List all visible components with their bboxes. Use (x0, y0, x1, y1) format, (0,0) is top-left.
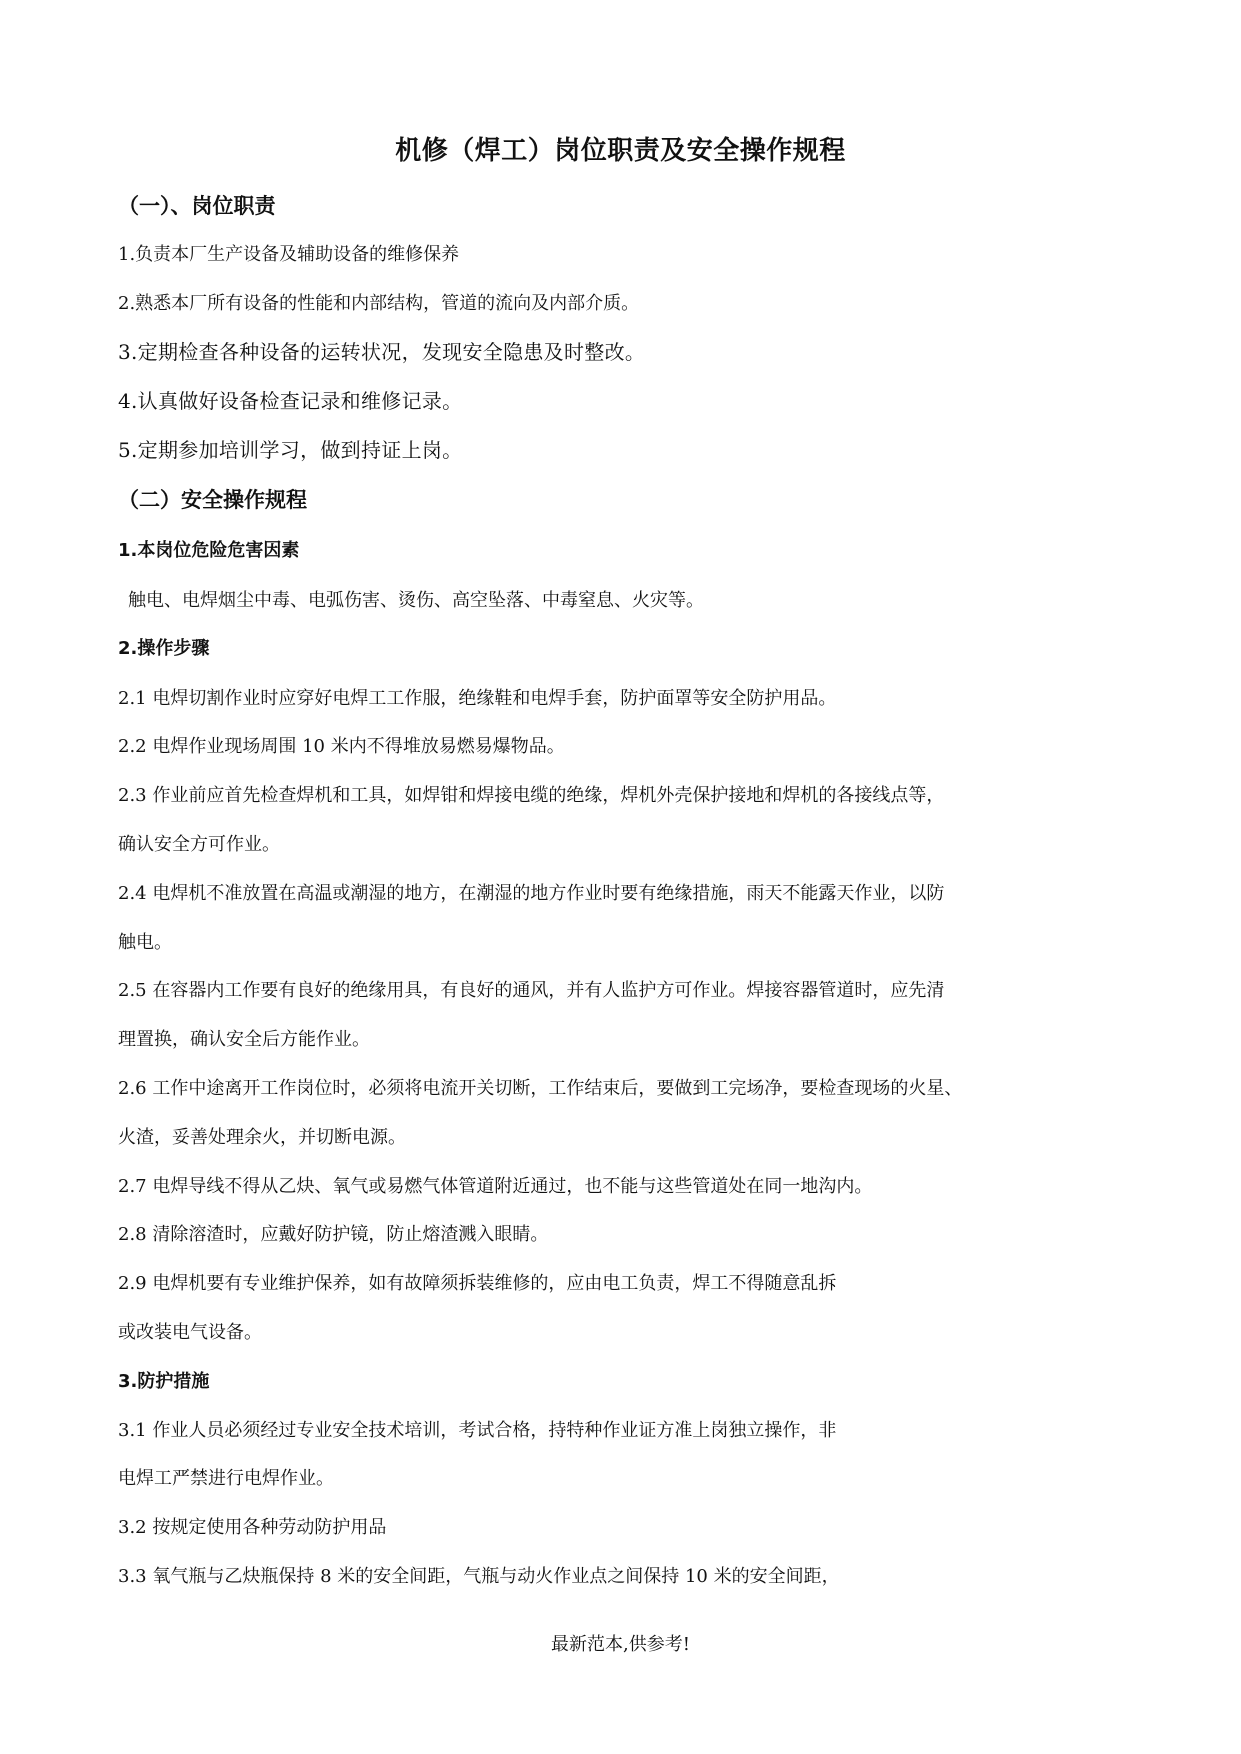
duty-item-5: 5.定期参加培训学习，做到持证上岗。 (118, 438, 463, 462)
protection-line: 3.3 氧气瓶与乙炔瓶保持 8 米的安全间距，气瓶与动火作业点之间保持 10 米的安全间距， (118, 1566, 840, 1587)
duty-item-1: 1.负责本厂生产设备及辅助设备的维修保养 (118, 244, 460, 265)
step-line: 确认安全方可作业。 (118, 834, 280, 855)
steps-heading: 2.操作步骤 (118, 638, 210, 659)
section1-heading: （一）、岗位职责 (118, 194, 276, 218)
protection-line: 电焊工严禁进行电焊作业。 (118, 1468, 334, 1489)
step-line: 或改装电气设备。 (118, 1322, 262, 1343)
step-line: 2.1 电焊切割作业时应穿好电焊工工作服，绝缘鞋和电焊手套，防护面罩等安全防护用品。 (118, 688, 837, 709)
section2-heading: （二）安全操作规程 (118, 488, 307, 512)
duty-item-3: 3.定期检查各种设备的运转状况，发现安全隐患及时整改。 (118, 340, 646, 364)
duty-item-4: 4.认真做好设备检查记录和维修记录。 (118, 389, 463, 413)
step-line: 触电。 (118, 932, 172, 953)
hazards-heading: 1.本岗位危险危害因素 (118, 540, 300, 561)
protection-heading: 3.防护措施 (118, 1371, 210, 1392)
step-line: 2.9 电焊机要有专业维护保养，如有故障须拆装维修的，应由电工负责，焊工不得随意乱拆 (118, 1273, 837, 1294)
step-line: 2.3 作业前应首先检查焊机和工具，如焊钳和焊接电缆的绝缘，焊机外壳保护接地和焊机的各接线点等， (118, 785, 945, 806)
step-line: 2.4 电焊机不准放置在高温或潮湿的地方，在潮湿的地方作业时要有绝缘措施，雨天不能露天作业，以防 (118, 883, 945, 904)
step-line: 2.8 清除溶渣时，应戴好防护镜，防止熔渣溅入眼睛。 (118, 1224, 549, 1245)
step-line: 2.2 电焊作业现场周围 10 米内不得堆放易燃易爆物品。 (118, 736, 565, 757)
page-footer: 最新范本,供参考! (551, 1634, 690, 1655)
protection-line: 3.1 作业人员必须经过专业安全技术培训，考试合格，持特种作业证方准上岗独立操作，非 (118, 1420, 837, 1441)
duty-item-2: 2.熟悉本厂所有设备的性能和内部结构，管道的流向及内部介质。 (118, 293, 640, 314)
step-line: 火渣，妥善处理余火，并切断电源。 (118, 1127, 406, 1148)
step-line: 2.7 电焊导线不得从乙炔、氧气或易燃气体管道附近通过，也不能与这些管道处在同一地沟内。 (118, 1176, 873, 1197)
step-line: 理置换，确认安全后方能作业。 (118, 1029, 370, 1050)
step-line: 2.6 工作中途离开工作岗位时，必须将电流开关切断，工作结束后，要做到工完场净，要检查现场的火星、 (118, 1078, 963, 1099)
step-line: 2.5 在容器内工作要有良好的绝缘用具，有良好的通风，并有人监护方可作业。焊接容器管道时，应先清 (118, 980, 945, 1001)
hazards-text: 触电、电焊烟尘中毒、电弧伤害、烫伤、高空坠落、中毒窒息、火灾等。 (128, 590, 704, 611)
protection-line: 3.2 按规定使用各种劳动防护用品 (118, 1517, 387, 1538)
document-title: 机修（焊工）岗位职责及安全操作规程 (395, 136, 846, 166)
